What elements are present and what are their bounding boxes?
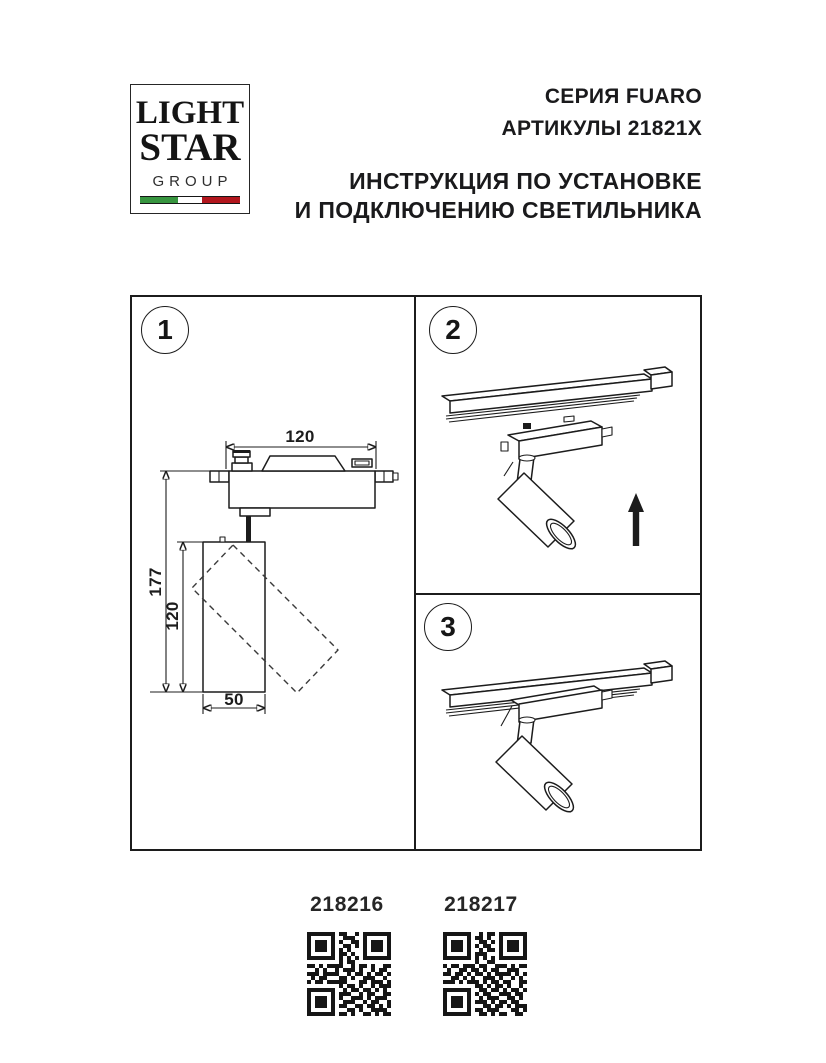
panel1-dimension-drawing (130, 295, 415, 851)
flag-white-segment (178, 197, 202, 203)
instruction-title (295, 167, 702, 225)
articles-subtitle: АРТИКУЛЫ 21821X (501, 117, 702, 140)
step-1-number: 1 (157, 314, 173, 345)
lightstar-logo (130, 84, 250, 214)
instruction-line1: ИНСТРУКЦИЯ ПО УСТАНОВКЕ (349, 168, 702, 194)
step-3-number: 3 (440, 611, 456, 642)
header-series-block (502, 81, 702, 145)
arrow-up-icon (628, 493, 644, 546)
instruction-line2: И ПОДКЛЮЧЕНИЮ СВЕТИЛЬНИКА (294, 197, 702, 223)
flag-green-segment (140, 197, 178, 203)
track-rail (442, 367, 672, 422)
dim-label-total-height: 177 (146, 567, 165, 597)
italian-flag-stripe (140, 196, 240, 204)
spotlight-cylinder-side-view (192, 537, 338, 693)
dim-label-adapter-width: 120 (285, 427, 315, 446)
article-number-right: 218217 (444, 893, 518, 916)
step-2-number: 2 (445, 314, 461, 345)
spotlight-fixture (498, 416, 612, 553)
logo-word-star: STAR (139, 126, 241, 169)
article-number-left: 218216 (310, 893, 384, 916)
panel2-installation-drawing (416, 296, 702, 592)
flag-red-segment (202, 197, 240, 203)
panel3-installed-drawing (416, 594, 702, 850)
dim-label-body-length: 120 (163, 601, 182, 631)
series-title: СЕРИЯ FUARO (544, 85, 702, 108)
track-adapter-side-view (210, 450, 398, 542)
logo-word-group: GROUP (152, 173, 233, 190)
logo-word-light: LIGHT (135, 95, 245, 131)
qr-code-left (307, 932, 391, 1016)
dim-label-body-diameter: 50 (224, 690, 244, 709)
qr-code-right (443, 932, 527, 1016)
